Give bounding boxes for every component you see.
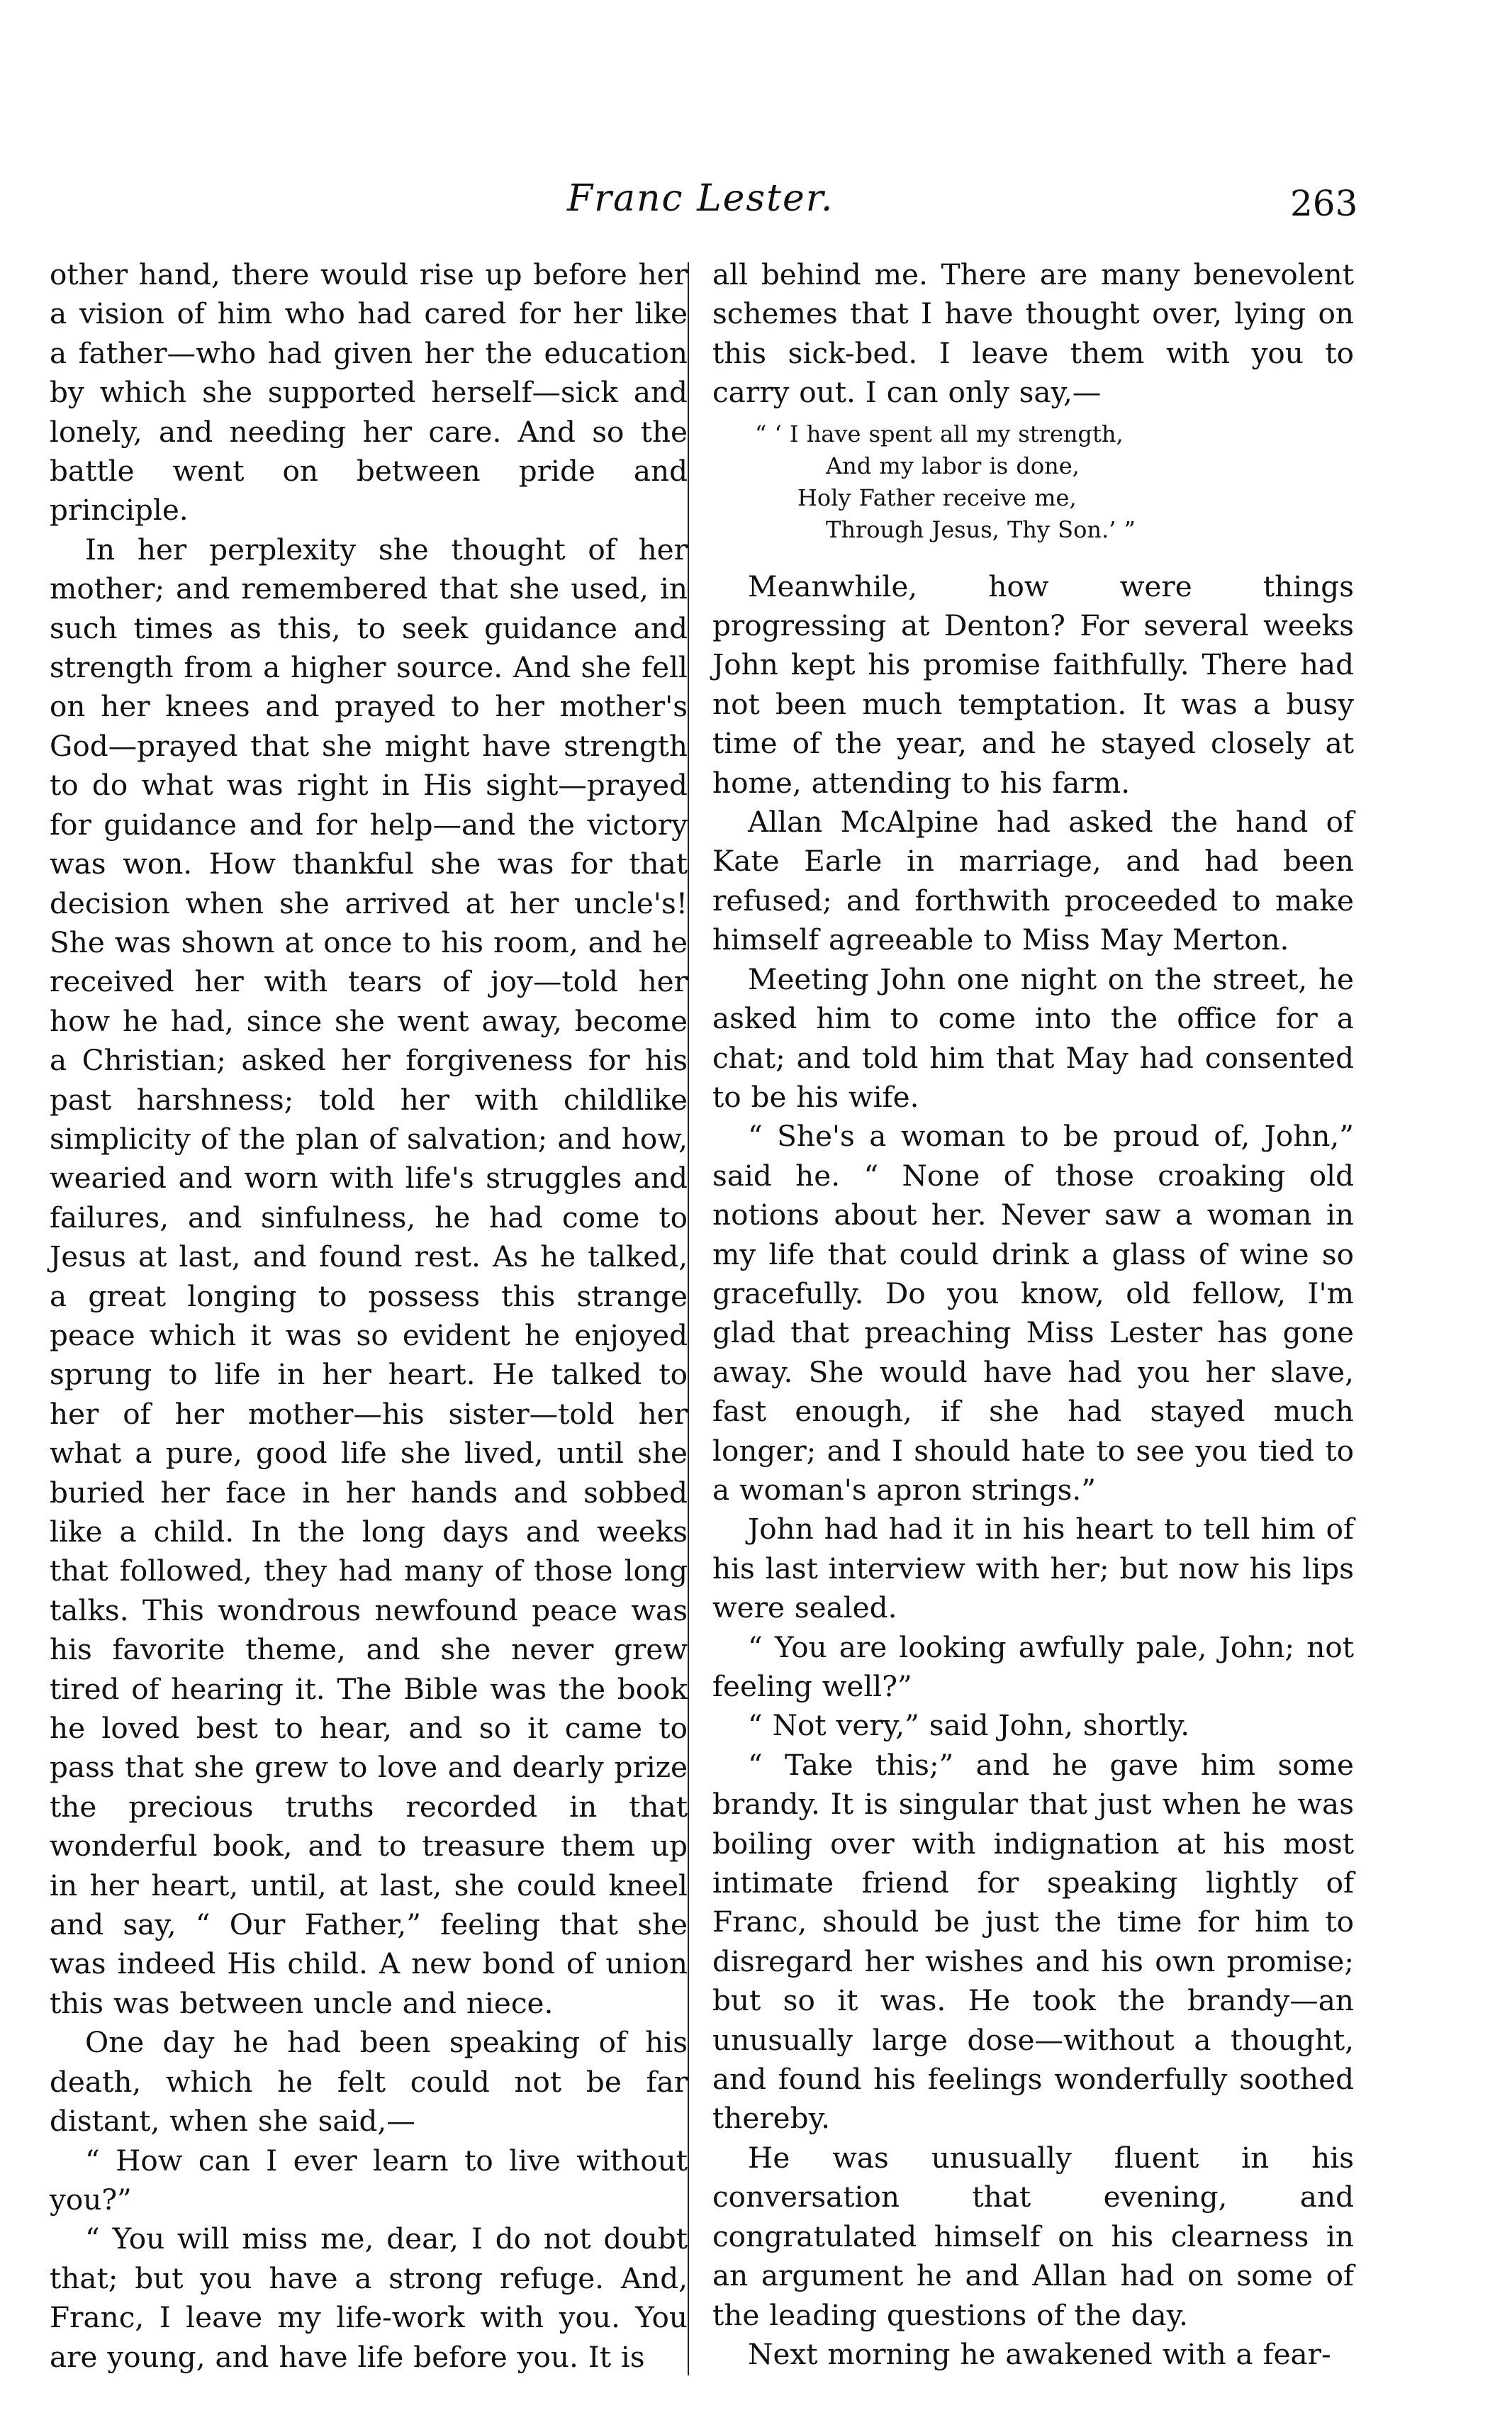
column-divider [688,262,689,2375]
right-column [712,255,1354,2374]
paragraph: “ Not very,” said John, shortly. [748,1708,1190,1743]
paragraph: “ Take this;” and he gave him some brandy. It is singular that just when he was boiling over with indignation at his most intimate friend for speaking lightly of Franc, should be just the time for him to disregard her wishes and his own promise; but so it was. He took the brandy—an unusually large dose—without a thought, and found his feelings wonderfully soothed thereby. [712,1747,1354,2136]
paragraph: Next morning he awakened with a fear- [748,2336,1331,2371]
paragraph: “ She's a woman to be proud of, John,” said he. “ None of those croaking old notions about her. Never saw a woman in my life that could drink a glass of wine so gracefully. Do you know, old fellow, I'm glad that preaching Miss Lester has gone away. She would have had you her slave, fast enough, if she had stayed much longer; and I should hate to see you tied to a woman's apron strings.” [712,1119,1354,1507]
poem-line: “ ‘ I have spent all my strength, [755,420,1124,447]
running-header [0,177,1512,234]
page-number: 263 [1290,183,1358,224]
paragraph: all behind me. There are many benevolent schemes that I have thought over, lying on this sick-bed. I leave them with you to carry out. I can only say,— [712,257,1354,410]
paragraph: Allan McAlpine had asked the hand of Kate Earle in marriage, and had been refused; and forthwith proceeded to make himself agreeable to Miss May Merton. [712,805,1354,957]
poem-line: Holy Father receive me, [797,484,1077,511]
poem-quote [755,418,1354,546]
page-title: Franc Lester. [567,177,834,220]
paragraph: In her perplexity she thought of her mother; and remembered that she used, in such times as this, to seek guidance and strength from a higher source. And she fell on her knees and prayed to her mother's God—prayed that she might have strength to do what was right in His sight—prayed for guidance and for help—and the victory was won. How thankful she was for that decision when she arrived at her uncle's! She was shown at once to his room, and he received her with tears of joy—told her how he had, since she went away, become a Christian; asked her forgiveness for his past harshness; told her with childlike simplicity of the plan of salvation; and how, wearied and worn with life's struggles and failures, and sinfulness, he had come to Jesus at last, and found rest. As he talked, a great longing to possess this strange peace which it was so evident he enjoyed sprung to life in her heart. He talked to her of her mother—his sister—told her what a pure, good life she lived, until she buried her face in her hands and sobbed like a child. In the long days and weeks that followed, they had many of those long talks. This wondrous newfound peace was his favorite theme, and she never grew tired of hearing it. The Bible was the book he loved best to hear, and so it came to pass that she grew to love and dearly prize the precious truths recorded in that wonderful book, and to treasure them up in her heart, until, at last, she could kneel and say, “ Our Father,” feeling that she was indeed His child. A new bond of union this was between uncle and niece. [50,532,688,2020]
left-column [50,255,688,2377]
paragraph: He was unusually fluent in his conversation that evening, and congratulated himself on his clearness in an argument he and Allan had on some of the leading questions of the day. [712,2140,1354,2332]
paragraph: “ You will miss me, dear, I do not doubt that; but you have a strong refuge. And, Franc, I leave my life-work with you. You are young, and have life before you. It is [50,2222,688,2374]
paragraph: Meanwhile, how were things progressing at Denton? For several weeks John kept his promise faithfully. There had not been much temptation. It was a busy time of the year, and he stayed closely at home, attending to his farm. [712,569,1354,800]
paragraph: other hand, there would rise up before her a vision of him who had cared for her like a father—who had given her the education by which she supported herself—sick and lonely, and needing her care. And so the battle went on between pride and principle. [50,257,688,528]
paragraph: “ How can I ever learn to live without you?” [50,2143,688,2217]
paragraph: Meeting John one night on the street, he asked him to come into the office for a chat; and told him that May had consented to be his wife. [712,962,1354,1114]
poem-line: And my labor is done, [826,452,1080,479]
paragraph: “ You are looking awfully pale, John; not feeling well?” [712,1629,1354,1703]
paragraph: One day he had been speaking of his death, which he felt could not be far distant, when she said,— [50,2025,688,2139]
poem-line: Through Jesus, Thy Son.’ ” [826,515,1136,543]
paragraph: John had had it in his heart to tell him of his last interview with her; but now his lips were sealed. [712,1512,1354,1625]
